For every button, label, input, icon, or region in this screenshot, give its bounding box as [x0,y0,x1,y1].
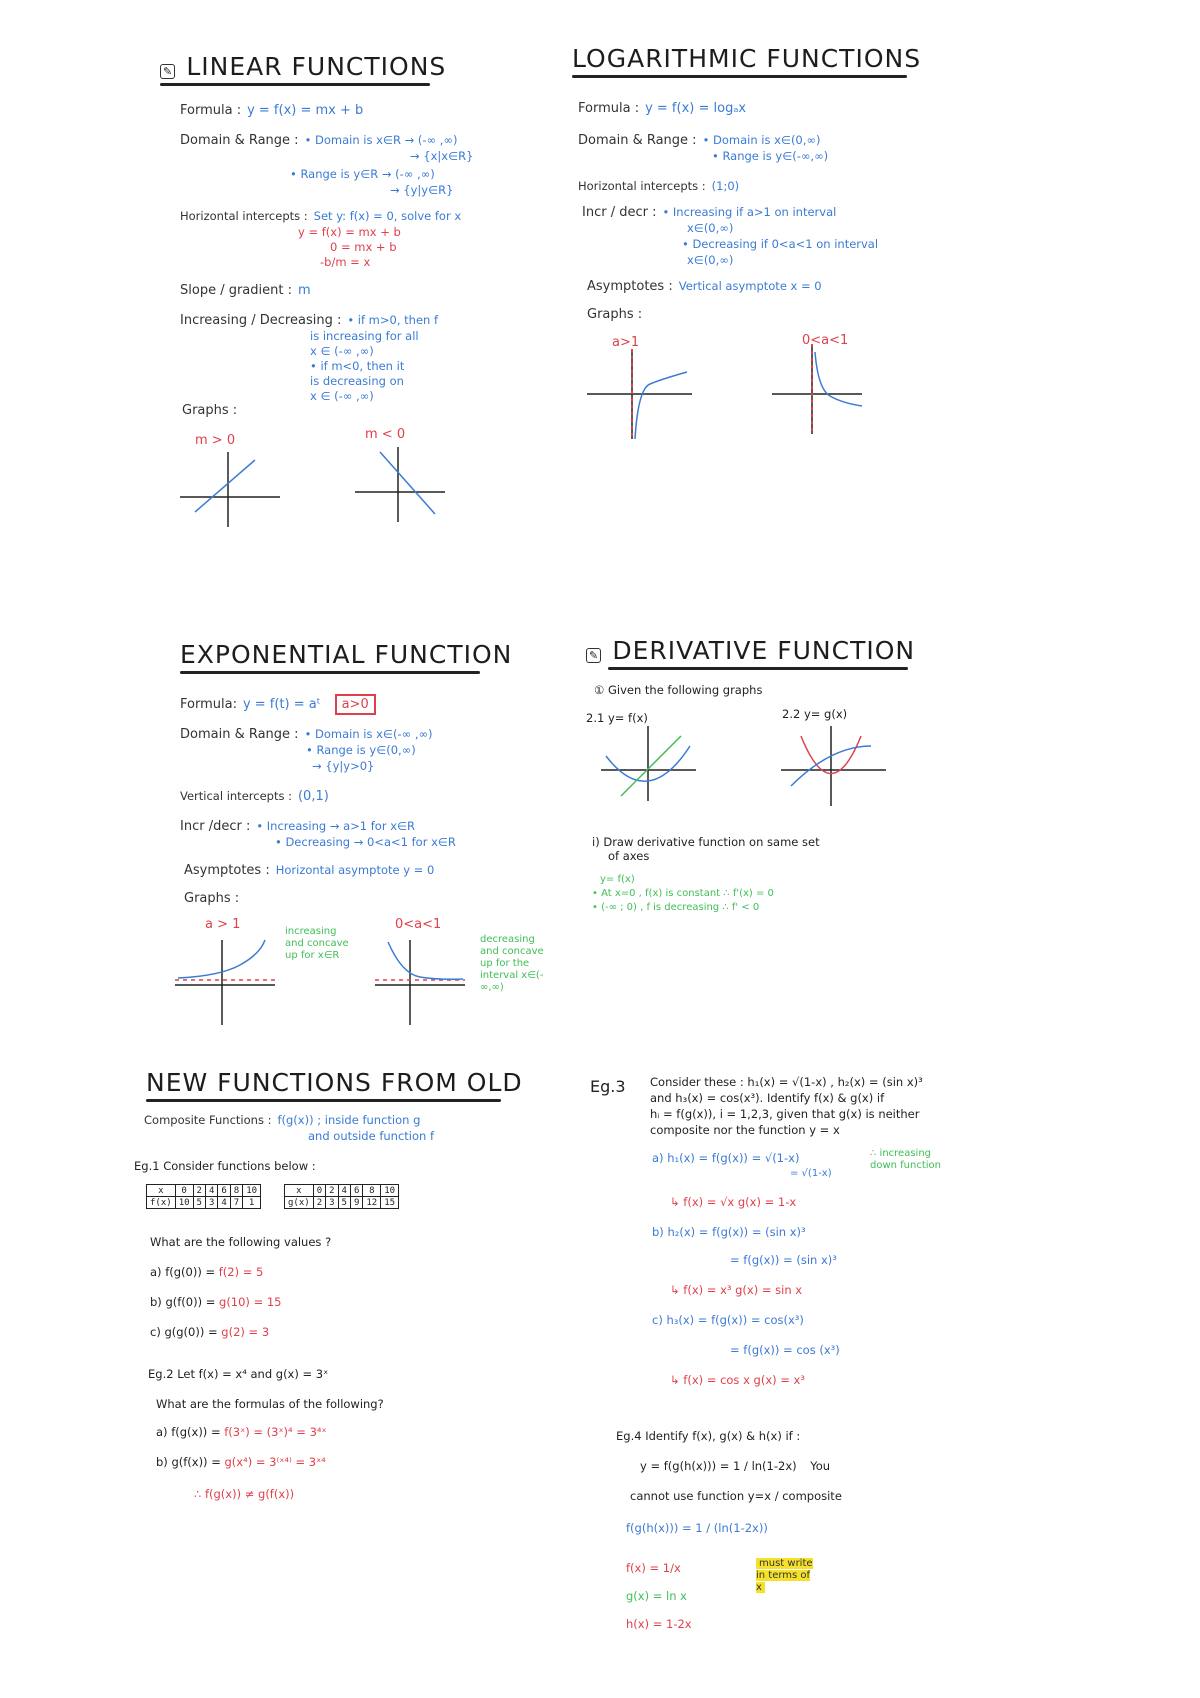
graph-label-m-neg: m < 0 [365,427,406,442]
eg1-question: What are the following values ? [150,1235,332,1249]
hint-label: Horizontal intercepts : [180,209,308,223]
table-cell: x [285,1185,314,1197]
linear-functions-section [160,52,580,572]
log-graphs [572,44,992,484]
deriv-question-i-cont: of axes [608,849,650,863]
incdec-line: • if m>0, then f [347,313,439,327]
domain-text: • Domain is x∈R → (-∞ ,∞) [304,133,458,147]
asym-label: Asymptotes : [587,279,673,294]
incdec-label: Incr /decr : [180,819,251,834]
formula-label: Formula: [180,697,237,712]
eg3-c-line: c) h₃(x) = f(g(x)) = cos(x³) [652,1313,804,1327]
incdec-line: x∈(0,∞) [687,221,734,235]
graphs-label: Graphs : [184,891,240,906]
range-set: → {y|y∈R} [390,183,454,197]
table-cell: 8 [230,1185,242,1197]
graph-label-a-lt-1: 0<a<1 [395,917,442,932]
table-cell: 2 [326,1185,338,1197]
sticky-note: must write in terms of x [756,1558,813,1593]
deriv-answer-line: y= f(x) [600,874,635,885]
incdec-label: Incr / decr : [582,205,657,220]
formula-value: y = f(x) = mx + b [247,103,364,118]
incdec-line: is increasing for all [310,329,419,343]
domain-label: Domain & Range : [180,727,299,742]
incdec-line: x∈(0,∞) [687,253,734,267]
eg4-composite: f(g(h(x))) = 1 / (ln(1-2x)) [626,1521,768,1535]
table-row [285,1185,399,1197]
table-cell: x [147,1185,176,1197]
range-set: → {y|y>0} [312,759,375,773]
incdec-label: Increasing / Decreasing : [180,313,342,328]
table-cell: 7 [230,1197,242,1209]
domain-text: • Domain is x∈(-∞ ,∞) [304,727,433,741]
table-cell: 5 [193,1197,205,1209]
eg3-title: Eg.3 [590,1077,626,1096]
eg3-a-answer: ↳ f(x) = √x g(x) = 1-x [670,1195,797,1209]
incdec-line: • Increasing if a>1 on interval [662,205,837,219]
eg4-title: Eg.4 Identify f(x), g(x) & h(x) if : [616,1429,801,1443]
eg2-b-rhs: g(x⁴) = 3⁽ˣ⁴⁾ = 3ˣ⁴ [224,1455,326,1469]
domain-set: → {x|x∈R} [410,149,474,163]
eg2-b-lhs: b) g(f(x)) = [156,1455,221,1469]
comp-text: f(g(x)) ; inside function g [277,1113,421,1127]
formula-value: y = f(t) = aᵗ [242,697,321,712]
hint-step1: y = f(x) = mx + b [298,225,401,239]
note-icon: ✎ [586,648,601,663]
asym-label: Asymptotes : [184,863,270,878]
comp-label: Composite Functions : [144,1113,272,1127]
exp-title: EXPONENTIAL FUNCTION [180,640,513,669]
graph-note-decreasing: decreasing and concave up for the interval x∈(-∞,∞) [480,934,544,993]
deriv-answer-line: • At x=0 , f(x) is constant ∴ f'(x) = 0 [592,888,774,899]
table-cell: 12 [363,1197,381,1209]
domain-text: • Domain is x∈(0,∞) [702,133,821,147]
table-cell: 4 [218,1197,230,1209]
graphs-label: Graphs : [587,307,643,322]
hint-text: Set y: f(x) = 0, solve for x [313,209,462,223]
graph-label-f: 2.1 y= f(x) [586,711,648,725]
formula-value: y = f(x) = logₐx [645,101,747,116]
line-increasing [195,460,255,512]
linear-title: LINEAR FUNCTIONS [186,52,447,81]
incdec-line: x ∈ (-∞ ,∞) [310,344,374,358]
incdec-line: x ∈ (-∞ ,∞) [310,389,374,403]
hint-label: Horizontal intercepts : [578,179,706,193]
linear-graphs [160,52,580,572]
eg2-title: Eg.2 Let f(x) = x⁴ and g(x) = 3ˣ [148,1367,329,1381]
log-curve-decreasing [815,352,862,406]
range-text: • Range is y∈(0,∞) [306,743,416,757]
line-decreasing [380,452,435,514]
table-cell: 10 [381,1185,399,1197]
vint-value: (0,1) [297,789,329,804]
exp-graphs [180,640,560,1040]
table-cell: 10 [175,1197,193,1209]
eg4-you: You [810,1459,831,1473]
table-cell: 10 [243,1185,261,1197]
eg3-text: hᵢ = f(g(x)), i = 1,2,3, given that g(x) is neither [650,1107,920,1121]
domain-label: Domain & Range : [180,133,299,148]
eg2-a-rhs: f(3ˣ) = (3ˣ)⁴ = 3⁴ˣ [224,1425,327,1439]
table-cell: 6 [350,1185,362,1197]
eg4-note: cannot use function y=x / composite [630,1489,842,1503]
newfn-title: NEW FUNCTIONS FROM OLD [146,1068,523,1097]
deriv-question-1: ① Given the following graphs [594,683,763,697]
exp-curve-decreasing [388,942,463,979]
slope-label: Slope / gradient : [180,283,292,298]
incdec-line: is decreasing on [310,374,404,388]
eg3-text: composite nor the function y = x [650,1123,840,1137]
range-text: • Range is y∈(-∞,∞) [712,149,829,163]
eg1-a-lhs: a) f(g(0)) = [150,1265,216,1279]
graph-m-pos [180,452,280,527]
table-cell: 2 [313,1197,325,1209]
table-cell: 6 [218,1185,230,1197]
table-f [146,1184,261,1209]
eg3-b-answer: ↳ f(x) = x³ g(x) = sin x [670,1283,803,1297]
derivative-line [621,736,681,796]
table-row [147,1185,261,1197]
derivative-function-section [586,636,986,956]
range-text: • Range is y∈R → (-∞ ,∞) [290,167,435,181]
table-cell: 5 [338,1197,350,1209]
graph-label-g: 2.2 y= g(x) [782,707,848,721]
table-cell: 2 [193,1185,205,1197]
formula-label: Formula : [578,101,640,116]
domain-label: Domain & Range : [578,133,697,148]
graphs-label: Graphs : [182,403,238,418]
graph-label-a-gt-1: a > 1 [205,917,241,932]
title-underline [146,1099,501,1102]
hint-step3: -b/m = x [320,255,371,269]
log-title: LOGARITHMIC FUNCTIONS [572,44,922,73]
table-cell: 4 [205,1185,217,1197]
eg3-a-line: a) h₁(x) = f(g(x)) = √(1-x) [652,1151,800,1165]
eg1-a-rhs: f(2) = 5 [218,1265,264,1279]
hint-step2: 0 = mx + b [330,240,397,254]
eg3-c-answer: ↳ f(x) = cos x g(x) = x³ [670,1373,805,1387]
deriv-answer-line: • (-∞ ; 0) , f is decreasing ∴ f' < 0 [592,902,760,913]
graph-label-m-pos: m > 0 [195,433,236,448]
incdec-line: • if m<0, then it [310,359,405,373]
table-cell: 0 [175,1185,193,1197]
eg1-title: Eg.1 Consider functions below : [134,1159,316,1173]
logarithmic-functions-section [572,44,992,484]
graph-label-a-lt-1: 0<a<1 [802,333,849,348]
table-cell: 0 [313,1185,325,1197]
table-cell: g(x) [285,1197,314,1209]
eg3-b-line: b) h₂(x) = f(g(x)) = (sin x)³ [652,1225,806,1239]
eg2-question: What are the formulas of the following? [156,1397,384,1411]
graph-label-a-gt-1: a>1 [612,335,640,350]
eg3-text: and h₃(x) = cos(x³). Identify f(x) & g(x) if [650,1091,885,1105]
deriv-question-i: i) Draw derivative function on same set [592,835,820,849]
eg4-equation: y = f(g(h(x))) = 1 / ln(1-2x) [640,1459,797,1473]
formula-label: Formula : [180,103,242,118]
note-icon: ✎ [160,64,175,79]
eg2-a-lhs: a) f(g(x)) = [156,1425,221,1439]
incdec-line: • Decreasing → 0<a<1 for x∈R [275,835,456,849]
eg1-b-lhs: b) g(f(0)) = [150,1295,216,1309]
comp-text-cont: and outside function f [308,1129,435,1143]
table-cell: 4 [338,1185,350,1197]
eg3-section [590,1074,1010,1404]
table-cell: f(x) [147,1197,176,1209]
table-g [284,1184,399,1209]
table-row [147,1197,261,1209]
new-functions-section [134,1068,554,1528]
asym-text: Horizontal asymptote y = 0 [275,863,435,877]
eg3-text: Consider these : h₁(x) = √(1-x) , h₂(x) = (sin x)³ [650,1075,923,1089]
incdec-line: • Increasing → a>1 for x∈R [256,819,416,833]
table-cell: 8 [363,1185,381,1197]
exponential-function-section [180,640,560,1040]
eg3-a-note: ∴ increasing down function [870,1148,942,1171]
incdec-line: • Decreasing if 0<a<1 on interval [682,237,879,251]
eg3-b-line: = f(g(x)) = (sin x)³ [730,1253,837,1267]
eg1-c-lhs: c) g(g(0)) = [150,1325,218,1339]
eg4-f: f(x) = 1/x [626,1561,681,1575]
eg4-g: g(x) = ln x [626,1589,687,1603]
vint-label: Vertical intercepts : [180,789,292,803]
eg1-b-rhs: g(10) = 15 [219,1295,282,1309]
log-curve-increasing [635,372,687,439]
eg4-h: h(x) = 1-2x [626,1617,692,1631]
table-cell: 3 [326,1197,338,1209]
table-cell: 3 [205,1197,217,1209]
eg3-a-line: = √(1-x) [790,1168,832,1179]
eg1-c-rhs: g(2) = 3 [221,1325,270,1339]
eg2-conclusion: ∴ f(g(x)) ≠ g(f(x)) [194,1487,295,1501]
table-cell: 1 [243,1197,261,1209]
formula-condition-box: a>0 [335,694,376,715]
table-cell: 9 [350,1197,362,1209]
eg3-c-line: = f(g(x)) = cos (x³) [730,1343,840,1357]
eg4-section [616,1428,996,1668]
table-cell: 15 [381,1197,399,1209]
hint-value: (1;0) [711,179,740,193]
deriv-title: DERIVATIVE FUNCTION [612,636,916,665]
asym-text: Vertical asymptote x = 0 [678,279,822,293]
table-row [285,1197,399,1209]
slope-value: m [298,283,311,298]
graph-note-increasing: increasing and concave up for x∈R [285,926,349,961]
